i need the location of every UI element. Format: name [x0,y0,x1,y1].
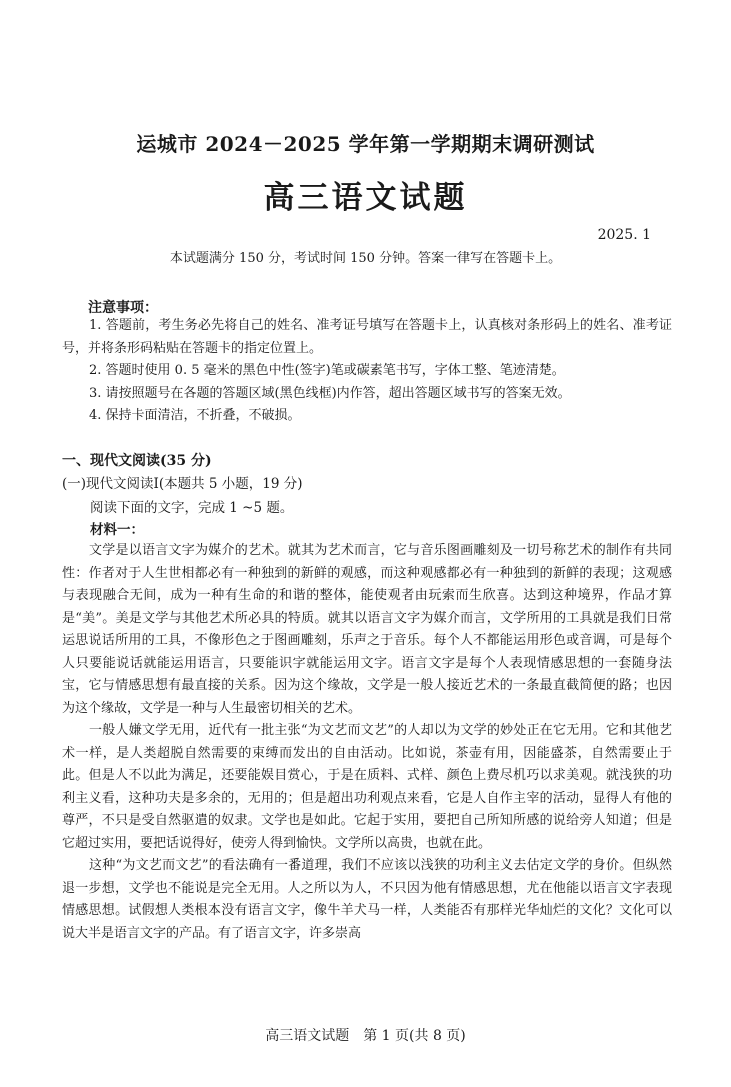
passage-paragraph: 文学是以语言文字为媒介的艺术。就其为艺术而言，它与音乐图画雕刻及一切号称艺术的制作有共同性：作者对于人生世相都必有一种独到的新鲜的观感，而这种观感都必有一种独到的新鲜的表现；这观感与表现融合无间，成为一种有生命的和谐的整体，能使观者由玩索而生欣喜。达到这种境界，作品才算是“美”。美是文学与其他艺术所必具的特质。就其以语言文字为媒介而言，文学所用的工具就是我们日常运思说话所用的工具，不像形色之于图画雕刻，乐声之于音乐。每个人不都能运用形色或音调，可是每个人只要能说话就能运用语言，只要能识字就能运用文字。语言文字是每个人表现情感思想的一套随身法宝，它与情感思想有最直接的关系。因为这个缘故，文学是一般人接近艺术的一条最直截简便的路；也因为这个缘故，文学是一种与人生最密切相关的艺术。 [62,543,672,716]
exam-date: 2025. 1 [597,227,651,243]
notice-item: 4. 保持卡面清洁，不折叠，不破损。 [89,408,301,423]
notice-item: 1. 答题前，考生务必先将自己的姓名、准考证号填写在答题卡上，认真核对条形码上的姓名、准考证号，并将条形码粘贴在答题卡的指定位置上。 [62,318,672,356]
section-instruction: 阅读下面的文字，完成 1 ~5 题。 [90,500,294,516]
notice-title: 注意事项： [88,300,158,316]
notice-list [62,315,672,428]
section-heading: 一、现代文阅读(35 分) [62,453,212,469]
exam-subtitle: 高三语文试题 [263,180,468,216]
material-label: 材料一： [90,522,144,538]
notice-item: 3. 请按照题号在各题的答题区域(黑色线框)内作答，超出答题区域书写的答案无效。 [89,385,571,401]
passage-paragraph: 一般人嫌文学无用，近代有一批主张“为文艺而文艺”的人却以为文学的妙处正在它无用。它和其他艺术一样，是人类超脱自然需要的束缚而发出的自由活动。比如说，茶壶有用，因能盛茶，自然需要止于此。但是人不以此为满足，还要能娱目赏心，于是在质料、式样、颜色上费尽机巧以求美观。就浅狭的功利主义看，这种功夫是多余的，无用的；但是超出功利观点来看，它是人自作主宰的活动，显得人有他的尊严，不只是受自然驱遣的奴隶。文学也是如此。它起于实用，要把自己所知所感的说给旁人知道；但是它超过实用，要把话说得好，使旁人得到愉快。文学所以高贵，也就在此。 [62,723,672,851]
page-footer: 高三语文试题 第 1 页(共 8 页) [265,1028,466,1044]
exam-intro: 本试题满分 150 分，考试时间 150 分钟。答案一律写在答题卡上。 [169,251,562,266]
reading-passage [62,540,672,945]
section-subheading: (一)现代文阅读Ⅰ(本题共 5 小题，19 分) [62,476,303,492]
notice-item: 2. 答题时使用 0. 5 毫米的黑色中性(签字)笔或碳素笔书写，字体工整、笔迹清楚。 [89,363,565,378]
exam-title: 运城市 2024－2025 学年第一学期期末调研测试 [136,132,595,156]
passage-paragraph: 这种“为文艺而文艺”的看法确有一番道理，我们不应该以浅狭的功利主义去估定文学的身价。但纵然退一步想，文学也不能说是完全无用。人之所以为人，不只因为他有情感思想，尤在他能以语言文字表现情感思想。试假想人类根本没有语言文字，像牛羊犬马一样，人类能否有那样光华灿烂的文化？文化可以说大半是语言文字的产品。有了语言文字，许多崇高 [62,858,672,941]
